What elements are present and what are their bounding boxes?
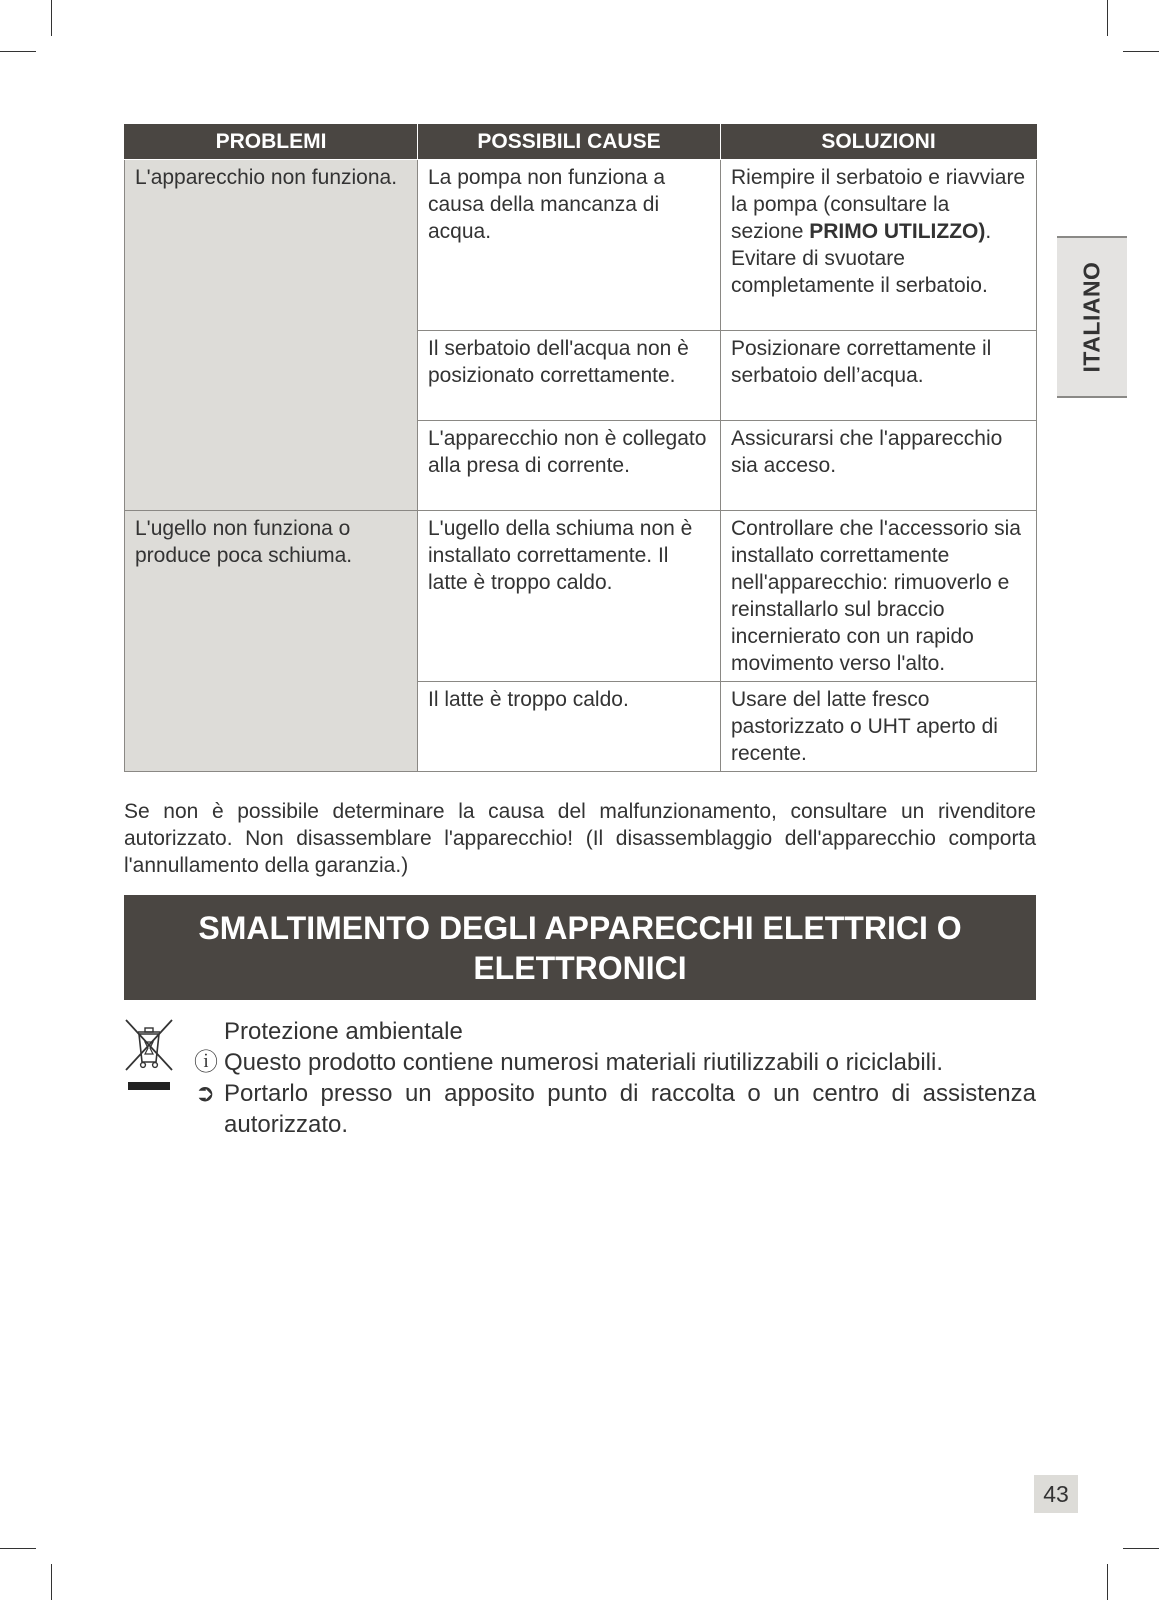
recyclable-text: Questo prodotto contiene numerosi materiali riutilizzabili o riciclabili. <box>224 1049 943 1076</box>
solution-text: . Evitare di svuotare completamente il serbatoio. <box>731 220 992 297</box>
problem-cell: L'apparecchio non funziona. <box>125 160 418 511</box>
crop-mark <box>1107 1564 1108 1600</box>
environment-section <box>124 1016 1036 1140</box>
cause-cell: Il serbatoio dell'acqua non è posizionato correttamente. <box>418 331 721 421</box>
solution-text: Riempire il serbatoio e riavviare la pompa (consultare la sezione <box>731 166 1026 243</box>
crop-mark <box>0 51 36 52</box>
solution-cell: Posizionare correttamente il serbatoio dell’acqua. <box>721 331 1037 421</box>
cause-cell: L'apparecchio non è collegato alla presa di corrente. <box>418 421 721 511</box>
crop-mark <box>1123 51 1159 52</box>
solution-emphasis: PRIMO UTILIZZO) <box>809 220 986 243</box>
crop-mark <box>0 1548 36 1549</box>
troubleshooting-table <box>124 124 1037 772</box>
solution-cell: Controllare che l'accessorio sia installato correttamente nell'apparecchio: rimuoverlo e reinstallarlo sul braccio incernierato con un rapido movimento verso l'alto. <box>721 511 1037 682</box>
header-causes: POSSIBILI CAUSE <box>418 124 721 160</box>
warranty-note: Se non è possibile determinare la causa del malfunzionamento, consultare un rivenditore autorizzato. Non disassemblare l'apparecchio! (Il disassemblaggio dell'apparecchio comporta l'annullamento della garanzia.) <box>124 800 1036 877</box>
solution-cell: Usare del latte fresco pastorizzato o UHT aperto di recente. <box>721 682 1037 772</box>
crop-mark <box>51 1564 52 1600</box>
crop-mark <box>1123 1548 1159 1549</box>
arrow-icon: ➲ <box>194 1080 216 1107</box>
page-number: 43 <box>1034 1475 1078 1513</box>
crop-mark <box>1107 0 1108 36</box>
cause-cell: Il latte è troppo caldo. <box>418 682 721 772</box>
disposal-instruction: Portarlo presso un apposito punto di raccolta o un centro di assistenza autorizzato. <box>224 1080 1036 1138</box>
solution-cell: Assicurarsi che l'apparecchio sia acceso. <box>721 421 1037 511</box>
section-title-banner <box>124 895 1036 1000</box>
cause-cell: L'ugello della schiuma non è installato correttamente. Il latte è troppo caldo. <box>418 511 721 682</box>
environment-heading: Protezione ambientale <box>224 1018 463 1045</box>
table-header-row <box>125 124 1037 160</box>
info-icon: ⓘ <box>194 1049 218 1076</box>
table-row <box>125 511 1037 682</box>
language-tab <box>1057 236 1127 398</box>
language-tab-label: ITALIANO <box>1078 261 1105 373</box>
solution-cell <box>721 160 1037 331</box>
header-solutions: SOLUZIONI <box>721 124 1037 160</box>
crop-mark <box>51 0 52 36</box>
list-item <box>124 1047 1036 1078</box>
list-item <box>124 1078 1036 1140</box>
section-title: SMALTIMENTO DEGLI APPARECCHI ELETTRICI O ELETTRONICI <box>198 909 962 986</box>
environment-heading-line <box>124 1016 1036 1047</box>
table-row <box>125 160 1037 331</box>
header-problems: PROBLEMI <box>125 124 418 160</box>
cause-cell: La pompa non funziona a causa della mancanza di acqua. <box>418 160 721 331</box>
problem-cell: L'ugello non funziona o produce poca schiuma. <box>125 511 418 772</box>
